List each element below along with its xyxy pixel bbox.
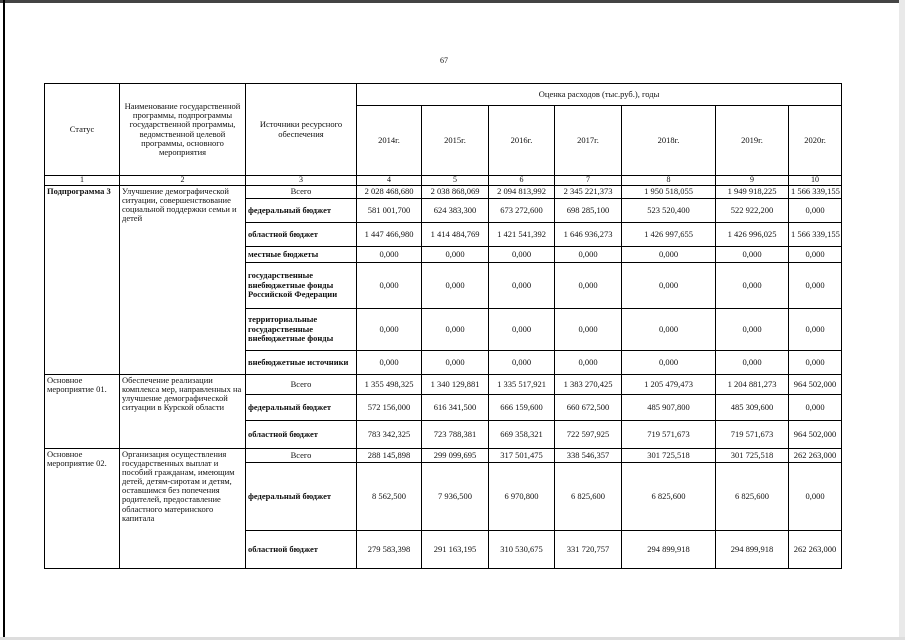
value-cell: 301 725,518	[716, 448, 789, 462]
header-year: 2020г.	[789, 106, 842, 176]
value-cell: 719 571,673	[622, 420, 716, 448]
value-cell: 1 355 498,325	[357, 374, 422, 394]
value-cell: 572 156,000	[357, 394, 422, 420]
value-cell: 0,000	[489, 308, 555, 350]
page-number: 67	[440, 56, 448, 65]
value-cell: 0,000	[422, 246, 489, 262]
value-cell: 1 383 270,425	[555, 374, 622, 394]
value-cell: 0,000	[555, 308, 622, 350]
value-cell: 0,000	[789, 308, 842, 350]
value-cell: 310 530,675	[489, 530, 555, 568]
value-cell: 0,000	[789, 246, 842, 262]
column-index: 4	[357, 176, 422, 186]
value-cell: 1 421 541,392	[489, 222, 555, 246]
column-index: 8	[622, 176, 716, 186]
source-cell: Всего	[246, 448, 357, 462]
header-year: 2016г.	[489, 106, 555, 176]
value-cell: 1 447 466,980	[357, 222, 422, 246]
column-index: 2	[120, 176, 246, 186]
table-body	[45, 185, 842, 568]
value-cell: 523 520,400	[622, 198, 716, 222]
value-cell: 6 825,600	[555, 462, 622, 530]
header-year: 2015г.	[422, 106, 489, 176]
value-cell: 0,000	[357, 308, 422, 350]
value-cell: 6 825,600	[716, 462, 789, 530]
value-cell: 0,000	[789, 350, 842, 374]
value-cell: 2 094 813,992	[489, 185, 555, 198]
value-cell: 0,000	[555, 246, 622, 262]
value-cell: 0,000	[555, 350, 622, 374]
value-cell: 1 205 479,473	[622, 374, 716, 394]
status-cell: Основное мероприятие 01.	[45, 374, 120, 448]
expenditure-table	[44, 83, 842, 569]
scan-top-edge	[0, 0, 905, 3]
program-name-cell: Организация осуществления государственных выплат и пособий гражданам, имеющим детей, детям-сиротам и детям, оставшимся без попечения родителей, предоставление областного материнского капитала	[120, 448, 246, 568]
value-cell: 0,000	[789, 198, 842, 222]
value-cell: 317 501,475	[489, 448, 555, 462]
source-cell: Всего	[246, 374, 357, 394]
value-cell: 722 597,925	[555, 420, 622, 448]
value-cell: 485 907,800	[622, 394, 716, 420]
value-cell: 0,000	[422, 308, 489, 350]
value-cell: 669 358,321	[489, 420, 555, 448]
value-cell: 1 204 881,273	[716, 374, 789, 394]
value-cell: 581 001,700	[357, 198, 422, 222]
header-estimate: Оценка расходов (тыс.руб.), годы	[357, 84, 842, 106]
status-cell: Подпрограмма 3	[45, 185, 120, 374]
value-cell: 338 546,357	[555, 448, 622, 462]
value-cell: 0,000	[716, 308, 789, 350]
value-cell: 262 263,000	[789, 530, 842, 568]
value-cell: 0,000	[789, 394, 842, 420]
value-cell: 0,000	[357, 262, 422, 308]
value-cell: 673 272,600	[489, 198, 555, 222]
value-cell: 0,000	[789, 462, 842, 530]
header-status: Статус	[45, 84, 120, 176]
column-index: 6	[489, 176, 555, 186]
value-cell: 0,000	[422, 262, 489, 308]
source-cell: федеральный бюджет	[246, 462, 357, 530]
scan-right-edge	[899, 0, 905, 640]
value-cell: 8 562,500	[357, 462, 422, 530]
source-cell: областной бюджет	[246, 530, 357, 568]
value-cell: 964 502,000	[789, 374, 842, 394]
value-cell: 6 970,800	[489, 462, 555, 530]
header-year: 2018г.	[622, 106, 716, 176]
table-row	[45, 448, 842, 462]
value-cell: 0,000	[622, 262, 716, 308]
value-cell: 288 145,898	[357, 448, 422, 462]
value-cell: 262 263,000	[789, 448, 842, 462]
value-cell: 1 335 517,921	[489, 374, 555, 394]
value-cell: 0,000	[716, 246, 789, 262]
table-row	[45, 185, 842, 198]
value-cell: 624 383,300	[422, 198, 489, 222]
value-cell: 301 725,518	[622, 448, 716, 462]
value-cell: 1 414 484,769	[422, 222, 489, 246]
header-year: 2017г.	[555, 106, 622, 176]
value-cell: 660 672,500	[555, 394, 622, 420]
column-index: 1	[45, 176, 120, 186]
header-name: Наименование государственной программы, подпрограммы государственной программы, ведомственной целевой программы, основного мероприятия	[120, 84, 246, 176]
value-cell: 299 099,695	[422, 448, 489, 462]
value-cell: 0,000	[357, 350, 422, 374]
value-cell: 0,000	[622, 350, 716, 374]
value-cell: 6 825,600	[622, 462, 716, 530]
source-cell: территориальные государственные внебюджетные фонды	[246, 308, 357, 350]
column-index: 10	[789, 176, 842, 186]
column-index: 3	[246, 176, 357, 186]
value-cell: 485 309,600	[716, 394, 789, 420]
value-cell: 0,000	[555, 262, 622, 308]
value-cell: 0,000	[789, 262, 842, 308]
value-cell: 0,000	[716, 262, 789, 308]
value-cell: 331 720,757	[555, 530, 622, 568]
value-cell: 964 502,000	[789, 420, 842, 448]
value-cell: 0,000	[489, 246, 555, 262]
value-cell: 0,000	[622, 246, 716, 262]
value-cell: 1 426 997,655	[622, 222, 716, 246]
column-index: 7	[555, 176, 622, 186]
source-cell: местные бюджеты	[246, 246, 357, 262]
source-cell: государственные внебюджетные фонды Российской Федерации	[246, 262, 357, 308]
status-cell: Основное мероприятие 02.	[45, 448, 120, 568]
source-cell: областной бюджет	[246, 420, 357, 448]
source-cell: федеральный бюджет	[246, 394, 357, 420]
header-sources: Источники ресурсного обеспечения	[246, 84, 357, 176]
value-cell: 1 566 339,155	[789, 185, 842, 198]
source-cell: федеральный бюджет	[246, 198, 357, 222]
value-cell: 723 788,381	[422, 420, 489, 448]
value-cell: 2 345 221,373	[555, 185, 622, 198]
value-cell: 2 038 868,069	[422, 185, 489, 198]
value-cell: 291 163,195	[422, 530, 489, 568]
value-cell: 0,000	[422, 350, 489, 374]
value-cell: 1 340 129,881	[422, 374, 489, 394]
column-index: 5	[422, 176, 489, 186]
value-cell: 0,000	[489, 350, 555, 374]
value-cell: 1 950 518,055	[622, 185, 716, 198]
table-row	[45, 374, 842, 394]
value-cell: 7 936,500	[422, 462, 489, 530]
column-index: 9	[716, 176, 789, 186]
value-cell: 719 571,673	[716, 420, 789, 448]
source-cell: областной бюджет	[246, 222, 357, 246]
value-cell: 783 342,325	[357, 420, 422, 448]
header-year: 2014г.	[357, 106, 422, 176]
column-index-row	[45, 176, 842, 186]
source-cell: Всего	[246, 185, 357, 198]
value-cell: 1 426 996,025	[716, 222, 789, 246]
program-name-cell: Обеспечение реализации комплекса мер, направленных на улучшение демографической ситуации в Курской области	[120, 374, 246, 448]
value-cell: 666 159,600	[489, 394, 555, 420]
scan-left-edge	[3, 0, 5, 640]
value-cell: 698 285,100	[555, 198, 622, 222]
value-cell: 279 583,398	[357, 530, 422, 568]
program-name-cell: Улучшение демографической ситуации, совершенствование социальной поддержки семьи и детей	[120, 185, 246, 374]
value-cell: 1 566 339,155	[789, 222, 842, 246]
value-cell: 522 922,200	[716, 198, 789, 222]
value-cell: 0,000	[716, 350, 789, 374]
value-cell: 1 949 918,225	[716, 185, 789, 198]
value-cell: 1 646 936,273	[555, 222, 622, 246]
value-cell: 294 899,918	[622, 530, 716, 568]
value-cell: 616 341,500	[422, 394, 489, 420]
header-year: 2019г.	[716, 106, 789, 176]
value-cell: 294 899,918	[716, 530, 789, 568]
source-cell: внебюджетные источники	[246, 350, 357, 374]
value-cell: 0,000	[622, 308, 716, 350]
value-cell: 2 028 468,680	[357, 185, 422, 198]
value-cell: 0,000	[489, 262, 555, 308]
value-cell: 0,000	[357, 246, 422, 262]
